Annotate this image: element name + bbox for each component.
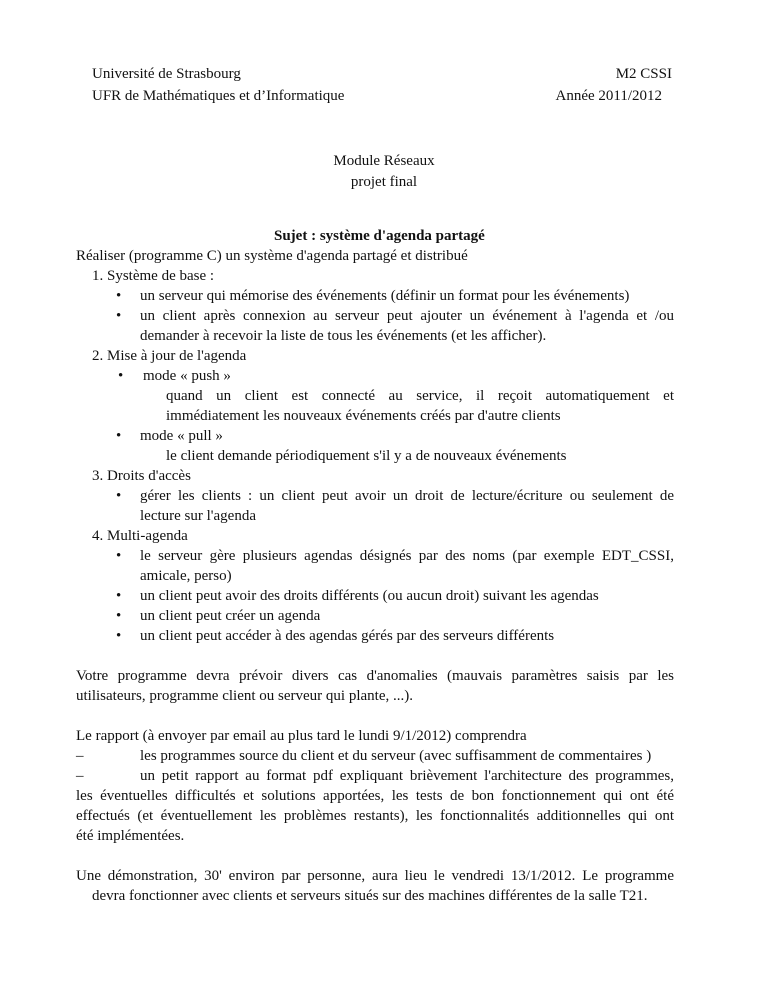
bullet-icon: • — [116, 308, 122, 324]
subject-heading: Sujet : système d'agenda partagé — [274, 228, 485, 244]
section-2-item-1-desc-line-1: quand un client est connecté au service, il reçoit automatiquement et — [166, 388, 674, 404]
section-4-label: 4. Multi-agenda — [92, 528, 188, 544]
report-item-2-line-1: un petit rapport au format pdf expliquant brièvement l'architecture des programmes, — [140, 768, 674, 784]
bullet-icon: • — [116, 428, 122, 444]
demo-line-2: devra fonctionner avec clients et serveurs situés sur des machines différentes de la salle T21. — [92, 888, 648, 904]
section-4-item-1-line-2: amicale, perso) — [140, 568, 232, 584]
section-4-item-1-line-1: le serveur gère plusieurs agendas désignés par des noms (par exemple EDT_CSSI, — [140, 548, 674, 564]
section-4-item-3: un client peut créer un agenda — [140, 608, 321, 624]
section-1-item-1: un serveur qui mémorise des événements (définir un format pour les événements) — [140, 288, 630, 304]
bullet-icon: • — [116, 548, 122, 564]
report-item-2-line-4: été implémentées. — [76, 828, 185, 844]
section-2-item-2: mode « pull » — [140, 428, 223, 444]
section-1-item-2-line-1: un client après connexion au serveur peut ajouter un événement à l'agenda et /ou — [140, 308, 674, 324]
section-1-item-2-line-2: demander à recevoir la liste de tous les événements (et les afficher). — [140, 328, 547, 344]
anomalies-line-2: utilisateurs, programme client ou serveur qui plante, ...). — [76, 688, 413, 704]
subject-intro: Réaliser (programme C) un système d'agenda partagé et distribué — [76, 248, 468, 264]
section-2-item-1: mode « push » — [143, 368, 231, 384]
section-1-label: 1. Système de base : — [92, 268, 215, 284]
module-subtitle: projet final — [350, 174, 418, 190]
bullet-icon: • — [116, 628, 122, 644]
demo-line-1: Une démonstration, 30' environ par personne, aura lieu le vendredi 13/1/2012. Le programme — [76, 868, 674, 884]
header-program: M2 CSSI — [615, 66, 672, 82]
dash-icon: – — [76, 768, 84, 784]
report-item-1: les programmes source du client et du serveur (avec suffisamment de commentaires ) — [140, 748, 652, 764]
section-2-item-2-desc: le client demande périodiquement s'il y a de nouveaux événements — [166, 448, 567, 464]
bullet-icon: • — [116, 608, 122, 624]
bullet-icon: • — [116, 288, 122, 304]
section-4-item-4: un client peut accéder à des agendas gérés par des serveurs différents — [140, 628, 555, 644]
section-2-item-1-desc-line-2: immédiatement les nouveaux événements créés par d'autre clients — [166, 408, 561, 424]
section-2-label: 2. Mise à jour de l'agenda — [92, 348, 247, 364]
module-title: Module Réseaux — [333, 153, 435, 169]
header-university: Université de Strasbourg — [92, 66, 241, 82]
bullet-icon: • — [116, 488, 122, 504]
header-department: UFR de Mathématiques et d’Informatique — [92, 88, 345, 104]
bullet-icon: • — [118, 368, 124, 384]
report-intro: Le rapport (à envoyer par email au plus tard le lundi 9/1/2012) comprendra — [76, 728, 527, 744]
bullet-icon: • — [116, 588, 122, 604]
report-item-2-line-2: les éventuelles difficultés et solutions apportées, les tests de bon fonctionnement qui ont été — [76, 788, 674, 804]
section-3-item-1-line-2: lecture sur l'agenda — [140, 508, 256, 524]
header-year: Année 2011/2012 — [555, 88, 662, 104]
dash-icon: – — [76, 748, 84, 764]
section-3-item-1-line-1: gérer les clients : un client peut avoir un droit de lecture/écriture ou seulement de — [140, 488, 674, 504]
report-item-2-line-3: effectués (et éventuellement les problèmes restants), les fonctionnalités additionnelles qui ont — [76, 808, 674, 824]
anomalies-line-1: Votre programme devra prévoir divers cas d'anomalies (mauvais paramètres saisis par les — [76, 668, 674, 684]
section-4-item-2: un client peut avoir des droits différents (ou aucun droit) suivant les agendas — [140, 588, 599, 604]
section-3-label: 3. Droits d'accès — [92, 468, 191, 484]
